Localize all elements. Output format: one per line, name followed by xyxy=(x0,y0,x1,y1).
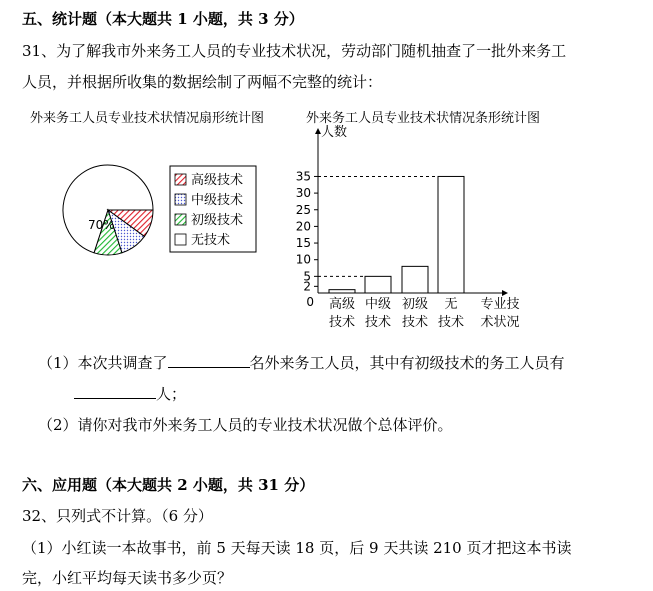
q31-line1: 31、为了解我市外来务工人员的专业技术状况，劳动部门随机抽查了一批外来务工 xyxy=(22,42,567,60)
bar-chart xyxy=(290,120,540,335)
legend-label: 无技术 xyxy=(191,233,231,248)
legend-swatch-intermediate xyxy=(175,194,186,205)
x-category-label: 初级 xyxy=(401,297,429,312)
x-category-label: 高级 xyxy=(328,297,356,312)
origin-label: 0 xyxy=(306,295,314,309)
x-category-label: 技术 xyxy=(328,315,356,330)
x-category-label: 中级 xyxy=(364,297,392,312)
q31-sub1 xyxy=(38,352,565,373)
section6-heading: 六、应用题（本大题共 2 小题，共 31 分） xyxy=(22,476,315,494)
y-tick-label: 5 xyxy=(303,269,311,284)
legend-label: 初级技术 xyxy=(191,213,244,228)
x-category-label: 技术 xyxy=(437,315,465,330)
legend-swatch-none xyxy=(175,234,186,245)
bar-junior xyxy=(402,266,428,293)
legend-swatch-junior xyxy=(175,214,186,225)
q32-sub1-line2: 完，小红平均每天读书多少页？ xyxy=(22,569,233,587)
legend-label: 高级技术 xyxy=(191,173,244,188)
y-tick-label: 30 xyxy=(295,186,311,201)
bar-intermediate xyxy=(365,276,391,293)
pie-slice-label-none: 70% xyxy=(88,218,115,232)
q31-sub1-prefix: （1）本次共调查了 xyxy=(38,354,168,372)
y-tick-label: 2 xyxy=(303,279,311,294)
bar-none xyxy=(438,176,464,293)
legend-label: 中级技术 xyxy=(191,193,244,208)
x-axis-label: 专业技 xyxy=(480,297,520,312)
q31-sub1-middle: 名外来务工人员，其中有初级技术的务工人员有 xyxy=(249,354,565,372)
pie-chart-title: 外来务工人员专业技术状情况扇形统计图 xyxy=(30,111,265,126)
x-axis-arrow xyxy=(502,290,508,296)
q32-sub1-line1: （1）小红读一本故事书，前 5 天每天读 18 页，后 9 天共读 210 页才把这本书读 xyxy=(22,539,572,557)
answer-blank-junior[interactable] xyxy=(74,384,156,399)
answer-blank-total[interactable] xyxy=(168,353,250,368)
pie-chart xyxy=(60,160,265,260)
q31-sub1-end: 人； xyxy=(156,385,187,403)
y-tick-label: 20 xyxy=(295,219,311,234)
y-tick-label: 35 xyxy=(295,169,311,184)
section5-heading: 五、统计题（本大题共 1 小题，共 3 分） xyxy=(22,10,304,28)
q31-sub1-cont xyxy=(74,383,186,404)
q31-sub2: （2）请你对我市外来务工人员的专业技术状况做个总体评价。 xyxy=(38,416,453,434)
y-tick-label: 10 xyxy=(295,252,311,267)
q32: 32、只列式不计算。（6 分） xyxy=(22,507,213,525)
x-category-label: 技术 xyxy=(401,315,429,330)
y-tick-label: 15 xyxy=(295,236,311,251)
x-category-label: 无 xyxy=(444,297,458,312)
x-category-label: 技术 xyxy=(364,315,392,330)
x-axis-label: 术状况 xyxy=(480,315,520,330)
bar-advanced xyxy=(329,290,355,293)
y-axis-label: 人数 xyxy=(321,125,348,140)
bar-chart-title: 外来务工人员专业技术状情况条形统计图 xyxy=(306,111,541,126)
q31-line2: 人员，并根据所收集的数据绘制了两幅不完整的统计： xyxy=(22,73,383,91)
y-tick-label: 25 xyxy=(295,202,311,217)
legend-swatch-advanced xyxy=(175,174,186,185)
